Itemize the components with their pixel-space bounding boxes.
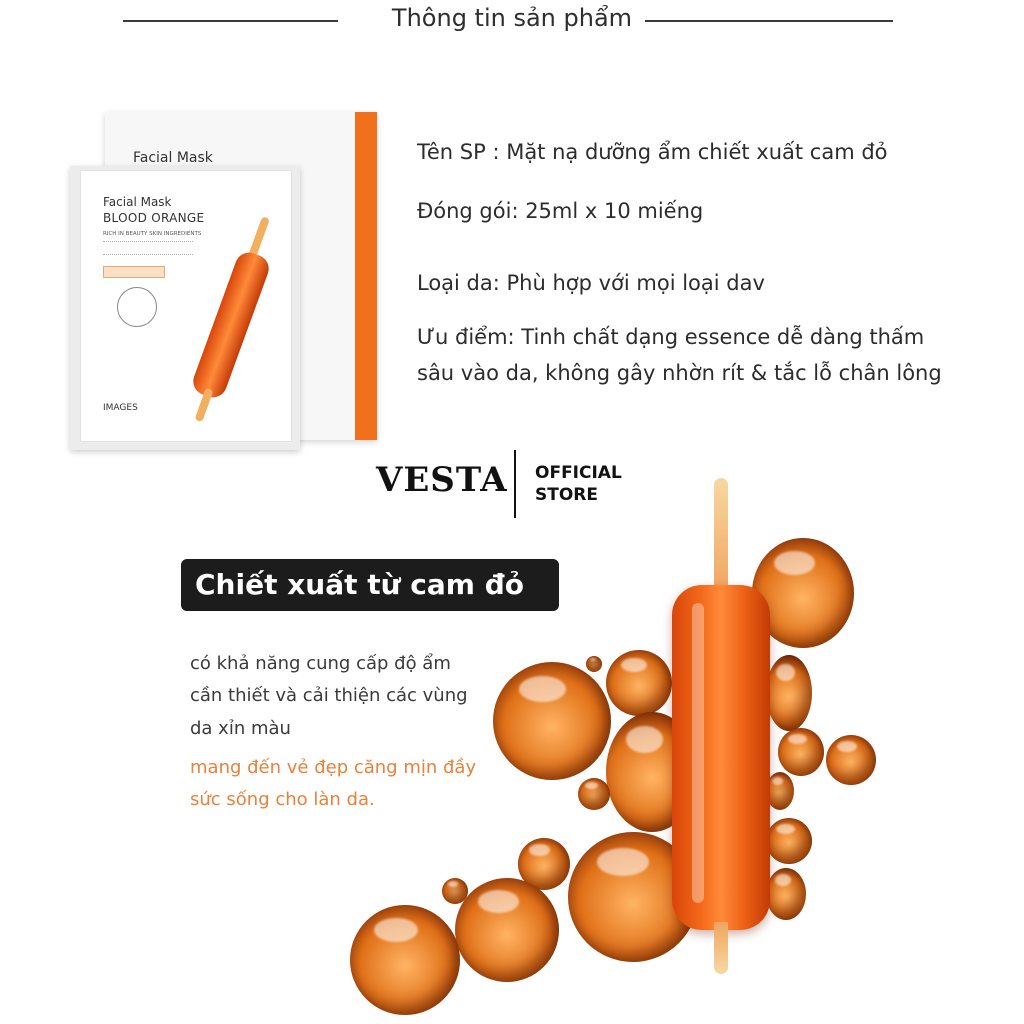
sachet-line2: BLOOD ORANGE — [103, 211, 205, 225]
droplet — [826, 735, 876, 785]
sachet-tag — [103, 266, 165, 278]
official-store-label — [535, 462, 622, 506]
spec-name: Tên SP : Mặt nạ dưỡng ẩm chiết xuất cam đỏ — [417, 140, 888, 164]
droplet — [766, 772, 794, 810]
box-label: Facial Mask — [133, 150, 213, 166]
sachet-line1: Facial Mask — [103, 195, 172, 209]
spec-packaging: Đóng gói: 25ml x 10 miếng — [417, 199, 704, 223]
droplet — [766, 655, 812, 731]
header-line-right — [645, 20, 893, 22]
feature-desc-line1: có khả năng cung cấp độ ẩm — [190, 653, 451, 674]
droplet — [578, 778, 610, 810]
brand-logo: VESTA — [376, 460, 508, 500]
feature-desc-line3: da xỉn màu — [190, 718, 291, 739]
ampoule-tip-top — [714, 478, 728, 593]
droplet — [455, 878, 559, 982]
ampoule — [672, 585, 770, 930]
droplet — [766, 868, 806, 920]
sachet-brand: IMAGES — [103, 403, 138, 413]
mask-sachet — [80, 170, 292, 442]
droplet — [586, 656, 602, 672]
droplet — [766, 818, 812, 864]
official-label: OFFICIAL — [535, 463, 622, 483]
droplet — [778, 728, 824, 776]
seal-icon — [117, 287, 157, 327]
spec-advantage-line2: sâu vào da, không gây nhờn rít & tắc lỗ chân lông — [417, 361, 942, 385]
feature-desc-line2: cần thiết và cải thiện các vùng — [190, 685, 468, 706]
section-title: Thông tin sản phẩm — [391, 4, 633, 32]
sachet-line3: RICH IN BEAUTY SKIN INGREDIENTS — [103, 231, 202, 237]
spec-skin-type: Loại da: Phù hợp với mọi loại dav — [417, 271, 765, 295]
droplet — [606, 650, 672, 716]
spec-advantage-line1: Ưu điểm: Tinh chất dạng essence dễ dàng thấm — [417, 325, 925, 349]
logo-divider — [514, 450, 516, 518]
droplet — [493, 662, 611, 780]
feature-highlight-line2: sức sống cho làn da. — [190, 789, 375, 810]
sachet-fine-print — [103, 241, 193, 255]
feature-badge: Chiết xuất từ cam đỏ — [181, 559, 559, 611]
ampoule-tip-bottom — [714, 922, 728, 974]
droplet — [350, 905, 460, 1015]
feature-highlight-line1: mang đến vẻ đẹp căng mịn đầy — [190, 757, 477, 778]
store-label: STORE — [535, 485, 598, 505]
